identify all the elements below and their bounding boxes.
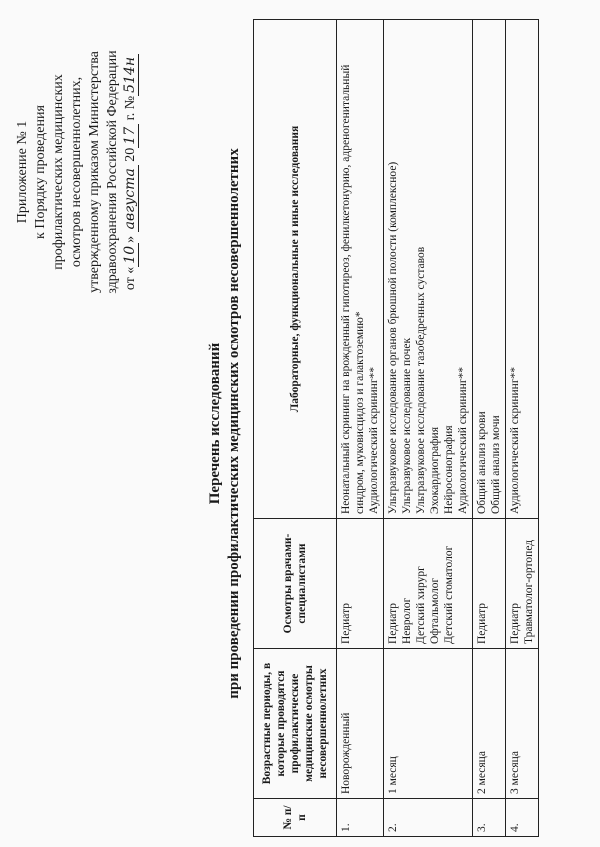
date-prefix: от « [123,266,138,291]
appendix-line: осмотров несовершеннолетних, [69,76,84,268]
appendix-line: утвержденному приказом Министерства [87,51,102,293]
order-date-line [122,22,140,322]
row-num: 1. [337,799,384,837]
table-row [337,20,384,837]
test-item: Аудиологический скрининг** [457,366,469,514]
row-tests [337,20,384,519]
examinations-table [253,19,539,837]
doctor-item: Офтальмолог [429,577,441,644]
appendix-line: Приложение № 1 [15,120,30,224]
test-item: Аудиологический скрининг** [368,366,380,514]
row-num: 4. [506,799,539,837]
doctor-item: Педиатр [340,603,352,644]
doctor-item: Педиатр [476,603,488,644]
row-age: Новорожденный [337,649,384,799]
test-item: Нейросонография [443,425,455,514]
appendix-line: здравоохранения Российской Федерации [105,50,120,294]
title-line-1: Перечень исследований [207,342,223,505]
test-item: Ультразвуковое исследование тазобедренных суставов [415,246,427,514]
appendix-header [14,22,140,322]
date-year: 17 [122,124,139,148]
doctor-item: Педиатр [509,603,521,644]
doctor-item: Детский стоматолог [443,545,455,644]
doctor-item: Травматолог-ортопед [523,539,535,644]
test-item: Ультразвуковое исследование почек [401,337,413,514]
row-tests [384,20,473,519]
test-item: Общий анализ мочи [490,415,502,514]
test-item: Эхокардиография [429,427,441,514]
appendix-line: к Порядку проведения [33,105,48,239]
date-year-post: г. № [123,95,138,121]
doctor-item: Невролог [401,597,413,644]
row-doctors [473,519,506,649]
row-age: 1 месяц [384,649,473,799]
row-age: 2 месяца [473,649,506,799]
date-day: 10 [122,243,139,267]
date-year-pre: 20 [123,147,138,162]
header-tests: Лабораторные, функциональные и иные исследования [254,20,337,519]
table-row [384,20,473,837]
appendix-line: профилактических медицинских [51,74,66,270]
document-title [206,0,244,847]
test-item: Ультразвуковое исследование органов брюшной полости (комплексное) [387,161,399,514]
row-doctors [384,519,473,649]
title-line-2: при проведении профилактических медицинских осмотров несовершеннолетних [226,148,242,699]
row-num: 2. [384,799,473,837]
table-header-row [254,20,337,837]
header-doctors: Осмотры врачами-специалистами [254,519,337,649]
order-number: 514н [122,54,139,96]
row-num: 3. [473,799,506,837]
row-tests [506,20,539,519]
doctor-item: Детский хирург [415,566,427,644]
table-row [506,20,539,837]
date-mid: » [123,235,138,243]
row-doctors [506,519,539,649]
row-doctors [337,519,384,649]
test-item: Общий анализ крови [476,411,488,514]
table-row [473,20,506,837]
header-age: Возрастные периоды, в которые проводятся профилактические медицинские осмотры несовершеннолетних [254,649,337,799]
row-age: 3 месяца [506,649,539,799]
header-num: № п/п [254,799,337,837]
test-item: Аудиологический скрининг** [509,366,521,514]
doctor-item: Педиатр [387,603,399,644]
date-month: августа [122,165,139,232]
test-item: Неонатальный скрининг на врожденный гипотиреоз, фенилкетонурию, адреногенитальный синдром, муковисцидоз и галактоземию* [340,64,366,514]
row-tests [473,20,506,519]
